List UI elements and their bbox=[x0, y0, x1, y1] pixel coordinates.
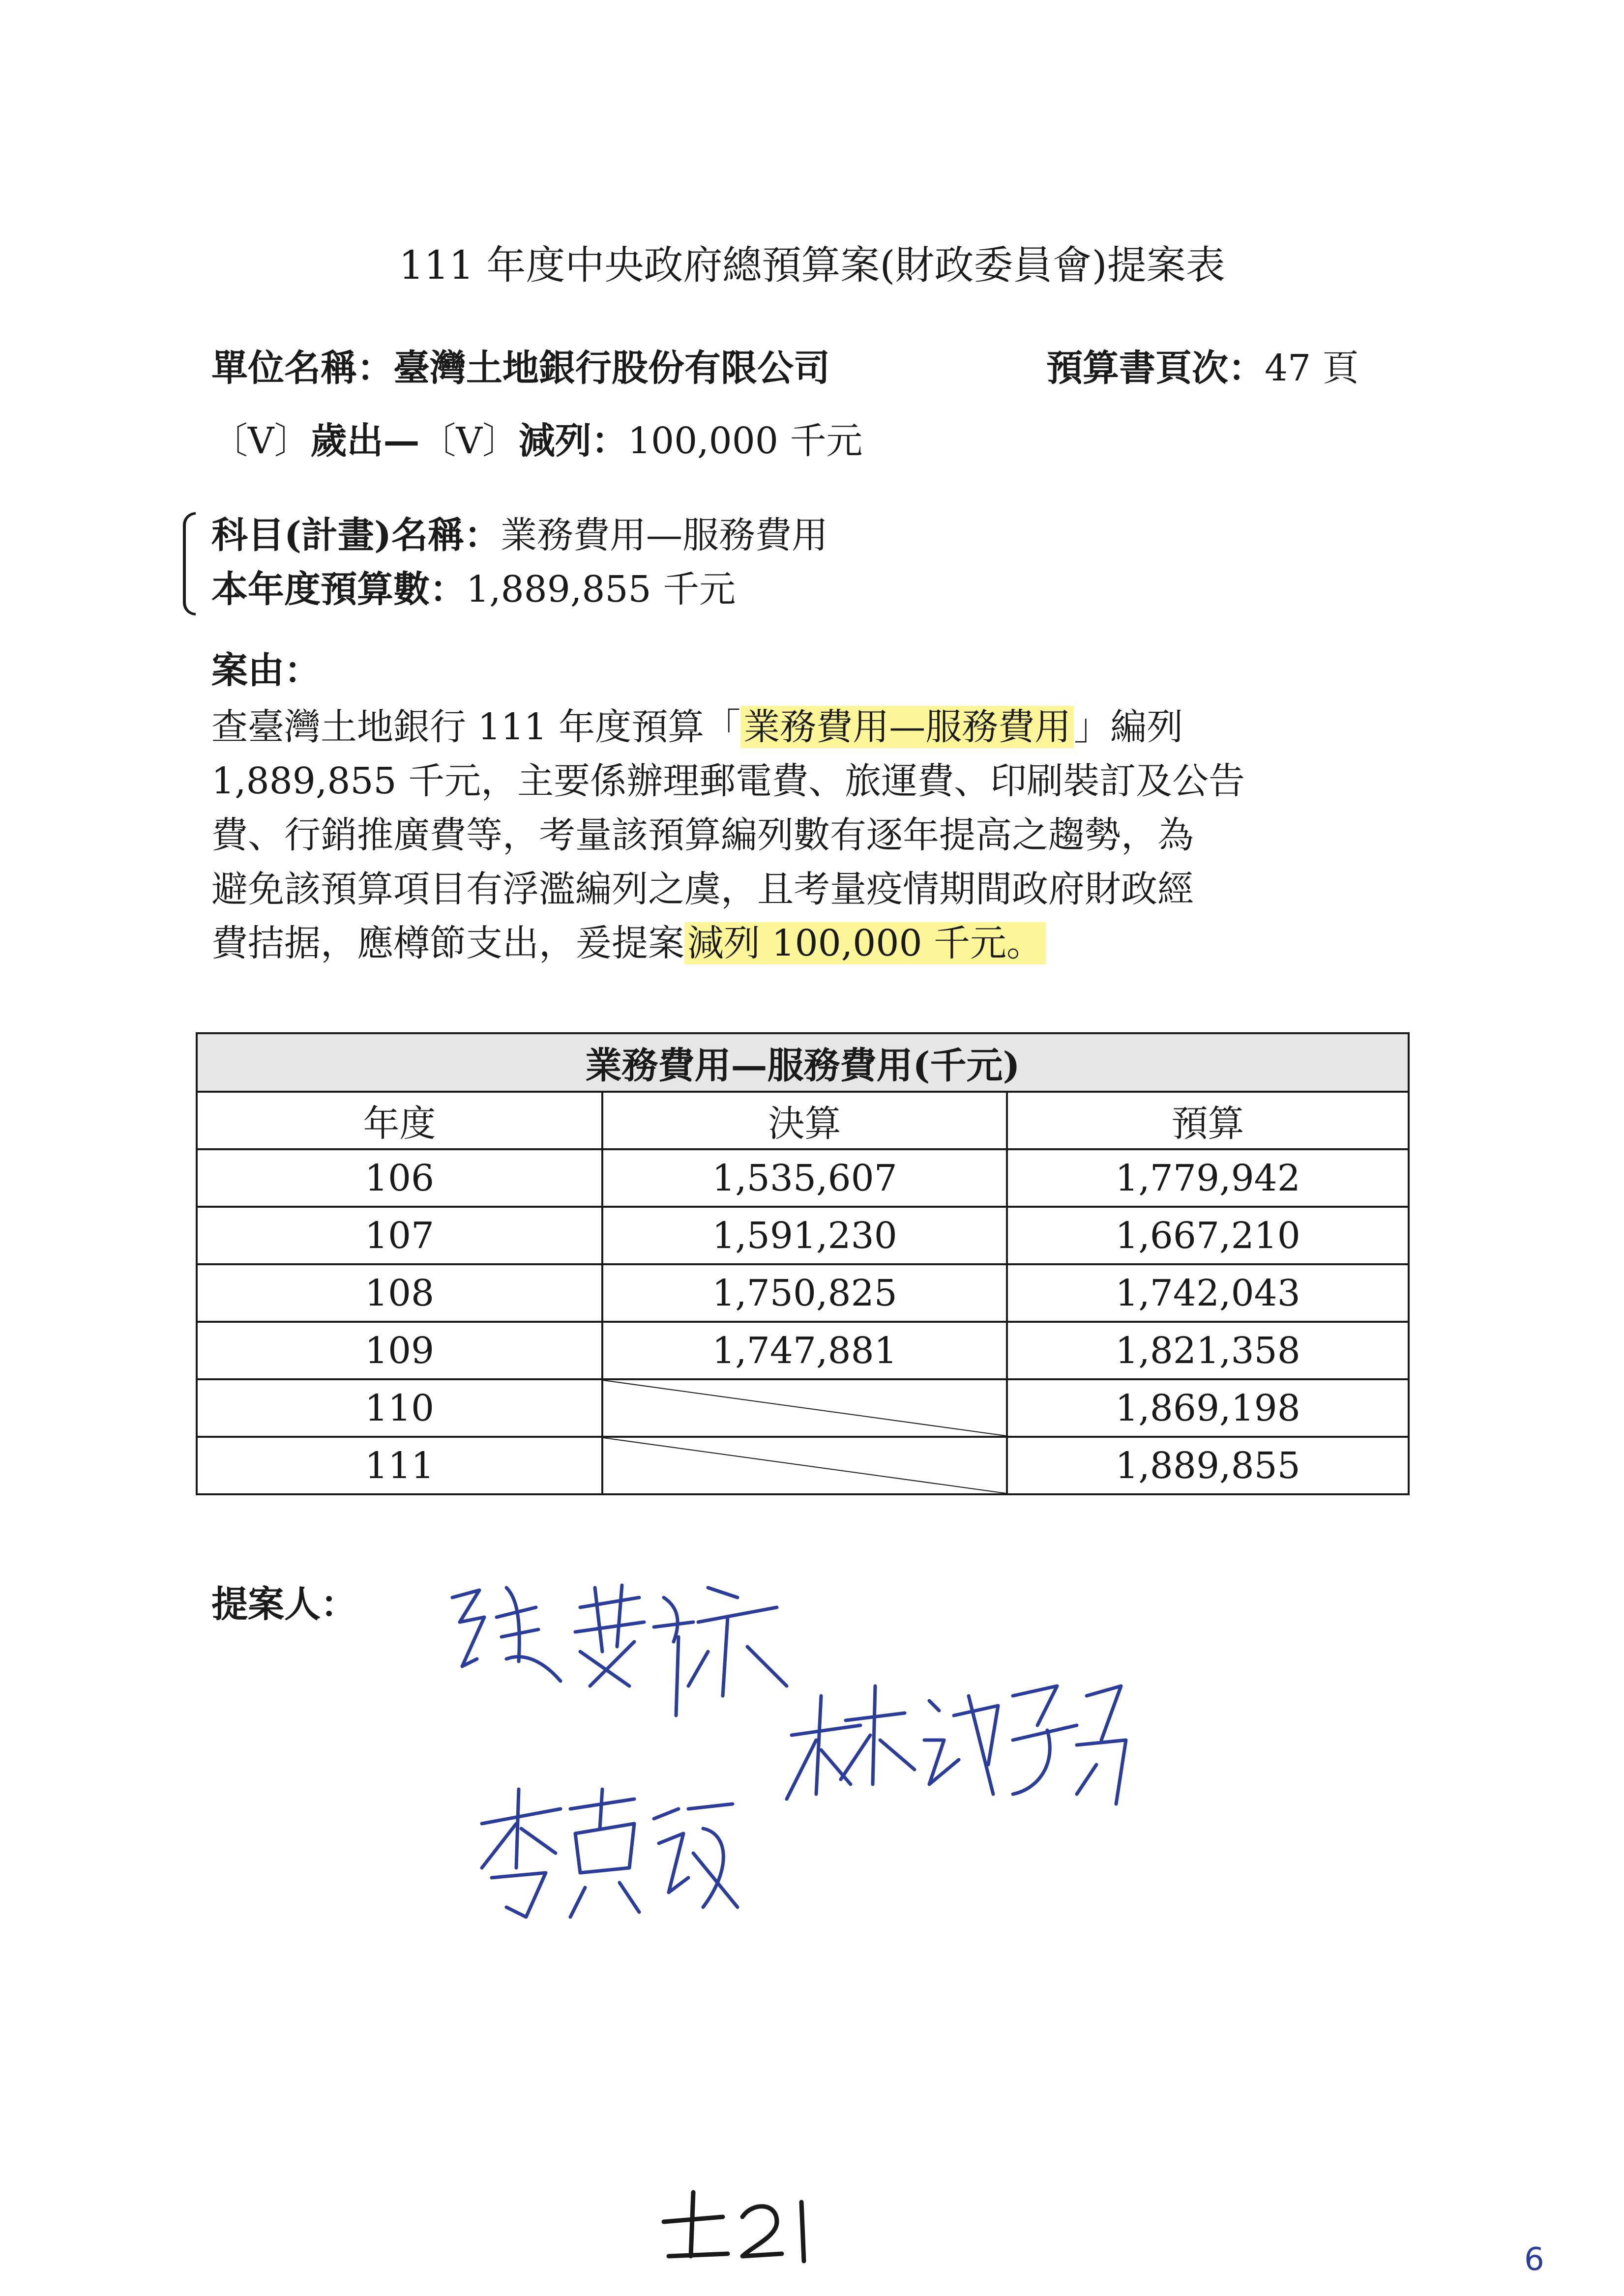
cell-year: 106 bbox=[197, 1149, 602, 1207]
budget-line bbox=[211, 412, 862, 464]
reason-line-1 bbox=[211, 698, 1183, 750]
cell-final: 1,535,607 bbox=[602, 1149, 1007, 1207]
cell-year: 109 bbox=[197, 1322, 602, 1379]
subject-bracket bbox=[183, 512, 196, 615]
cell-final: 1,591,230 bbox=[602, 1207, 1007, 1264]
highlight-subject: 業務費用—服務費用 bbox=[740, 706, 1074, 748]
page-ref-value: 47 頁 bbox=[1265, 347, 1359, 389]
check-expenditure: 〔V〕 bbox=[211, 420, 311, 462]
table-row bbox=[197, 1264, 1409, 1322]
cell-budget: 1,821,358 bbox=[1007, 1322, 1409, 1379]
page-ref-label: 預算書頁次： bbox=[1046, 347, 1265, 389]
subject-value: 業務費用—服務費用 bbox=[501, 514, 828, 556]
subject-row bbox=[211, 506, 828, 558]
budget-table bbox=[196, 1032, 1410, 1495]
cell-budget: 1,869,198 bbox=[1007, 1379, 1409, 1437]
reason-line-1-text: 查臺灣土地銀行 111 年度預算「 bbox=[211, 706, 741, 748]
table-row bbox=[197, 1149, 1409, 1207]
cell-year: 108 bbox=[197, 1264, 602, 1322]
highlight-reduction: 減列 100,000 千元。 bbox=[684, 922, 1046, 964]
header-budget: 預算 bbox=[1007, 1092, 1409, 1149]
diagonal-line bbox=[603, 1438, 1006, 1493]
signature-1 bbox=[433, 1568, 836, 1730]
corner-page-mark: 6 bbox=[1524, 2241, 1544, 2278]
current-budget-value: 1,889,855 千元 bbox=[466, 568, 736, 610]
cell-final-empty bbox=[602, 1379, 1007, 1437]
current-budget-label: 本年度預算數： bbox=[211, 568, 466, 610]
proposer-label: 提案人： bbox=[211, 1583, 357, 1626]
subject-label: 科目(計畫)名稱： bbox=[211, 514, 501, 556]
cell-final: 1,750,825 bbox=[602, 1264, 1007, 1322]
reason-line-1-end: 」編列 bbox=[1074, 706, 1183, 748]
cell-year: 110 bbox=[197, 1379, 602, 1437]
expenditure-label: 歲出— bbox=[310, 420, 420, 462]
unit-label: 單位名稱： bbox=[211, 347, 393, 389]
unit-name-row bbox=[211, 339, 830, 391]
cell-year: 111 bbox=[197, 1437, 602, 1494]
cell-year: 107 bbox=[197, 1207, 602, 1264]
cell-final-empty bbox=[602, 1437, 1007, 1494]
reason-line-5-text: 費拮据，應樽節支出，爰提案 bbox=[211, 922, 684, 964]
table-row bbox=[197, 1207, 1409, 1264]
page-reference bbox=[1046, 339, 1359, 391]
table-row bbox=[197, 1437, 1409, 1494]
table-row bbox=[197, 1322, 1409, 1379]
reason-line-3: 費、行銷推廣費等，考量該預算編列數有逐年提高之趨勢，為 bbox=[211, 814, 1194, 856]
table-row bbox=[197, 1379, 1409, 1437]
cell-final: 1,747,881 bbox=[602, 1322, 1007, 1379]
header-final: 決算 bbox=[602, 1092, 1007, 1149]
reason-label: 案由： bbox=[211, 649, 321, 692]
current-budget-row bbox=[211, 560, 736, 612]
reduction-amount: 100,000 千元 bbox=[627, 420, 863, 462]
signature-2 bbox=[782, 1666, 1136, 1814]
handwritten-page-number bbox=[654, 2182, 831, 2266]
header-year: 年度 bbox=[197, 1092, 602, 1149]
unit-value: 臺灣土地銀行股份有限公司 bbox=[393, 347, 830, 389]
signature-3 bbox=[472, 1779, 747, 1927]
cell-budget: 1,667,210 bbox=[1007, 1207, 1409, 1264]
cell-budget: 1,779,942 bbox=[1007, 1149, 1409, 1207]
cell-budget: 1,742,043 bbox=[1007, 1264, 1409, 1322]
cell-budget: 1,889,855 bbox=[1007, 1437, 1409, 1494]
reason-line-2: 1,889,855 千元，主要係辦理郵電費、旅運費、印刷裝訂及公告 bbox=[211, 760, 1245, 802]
check-reduction: 〔V〕 bbox=[419, 420, 519, 462]
reason-line-5 bbox=[211, 914, 1046, 966]
document-title: 111 年度中央政府總預算案(財政委員會)提案表 bbox=[399, 242, 1225, 288]
reason-line-4: 避免該預算項目有浮濫編列之虞，且考量疫情期間政府財政經 bbox=[211, 868, 1194, 910]
reduction-label: 減列： bbox=[518, 420, 628, 462]
table-caption: 業務費用—服務費用(千元) bbox=[197, 1033, 1409, 1092]
diagonal-line bbox=[603, 1380, 1006, 1436]
